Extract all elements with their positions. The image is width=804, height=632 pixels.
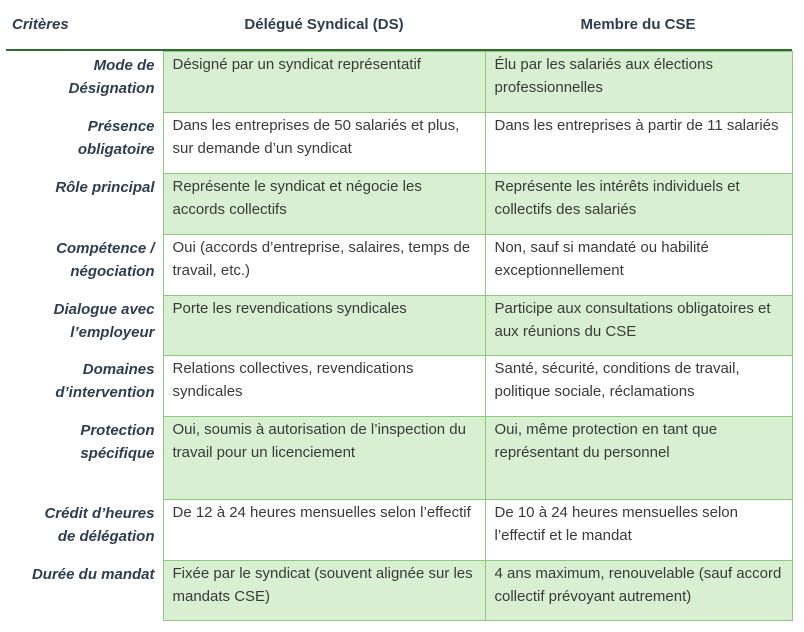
criterion-label: Mode de Désignation <box>68 56 155 97</box>
cse-cell: Représente les intérêts individuels et collectifs des salariés <box>485 174 792 235</box>
table-row <box>6 356 792 417</box>
criterion-label: Crédit d’heures de délégation <box>44 504 155 545</box>
cse-cell: Santé, sécurité, conditions de travail, politique sociale, réclamations <box>485 356 792 417</box>
table-row <box>6 235 792 296</box>
comparison-table <box>6 51 793 621</box>
table-row <box>6 52 792 113</box>
table-row <box>6 500 792 561</box>
table-row <box>6 561 792 621</box>
ds-cell: Représente le syndicat et négocie les accords collectifs <box>163 174 485 235</box>
header-delegue-syndical: Délégué Syndical (DS) <box>244 16 404 33</box>
cse-cell: Élu par les salariés aux élections professionnelles <box>485 52 792 113</box>
table-row <box>6 296 792 356</box>
criterion-label: Domaines d’intervention <box>55 360 155 401</box>
ds-cell: De 12 à 24 heures mensuelles selon l’effectif <box>163 500 485 561</box>
criterion-label: Compétence / négociation <box>56 239 155 280</box>
cse-cell: Participe aux consultations obligatoires et aux réunions du CSE <box>485 296 792 356</box>
criterion-label: Protection spécifique <box>80 421 155 462</box>
table-header-row <box>0 0 804 50</box>
table-row <box>6 417 792 500</box>
ds-cell: Porte les revendications syndicales <box>163 296 485 356</box>
ds-cell: Relations collectives, revendications syndicales <box>163 356 485 417</box>
ds-cell: Dans les entreprises de 50 salariés et plus, sur demande d’un syndicat <box>163 113 485 174</box>
table-row <box>6 113 792 174</box>
criterion-label: Présence obligatoire <box>77 117 155 158</box>
criterion-label: Rôle principal <box>55 178 155 196</box>
cse-cell: 4 ans maximum, renouvelable (sauf accord collectif prévoyant autrement) <box>485 561 792 621</box>
ds-cell: Oui (accords d’entreprise, salaires, temps de travail, etc.) <box>163 235 485 296</box>
cse-cell: Non, sauf si mandaté ou habilité exceptionnellement <box>485 235 792 296</box>
header-criteres: Critères <box>12 16 69 33</box>
criterion-label: Durée du mandat <box>31 565 155 583</box>
ds-cell: Oui, soumis à autorisation de l’inspection du travail pour un licenciement <box>163 417 485 500</box>
criterion-label: Dialogue avec l’employeur <box>53 300 155 341</box>
header-membre-cse: Membre du CSE <box>580 16 696 33</box>
cse-cell: Oui, même protection en tant que représentant du personnel <box>485 417 792 500</box>
table-row <box>6 174 792 235</box>
ds-cell: Fixée par le syndicat (souvent alignée sur les mandats CSE) <box>163 561 485 621</box>
cse-cell: De 10 à 24 heures mensuelles selon l’effectif et le mandat <box>485 500 792 561</box>
ds-cell: Désigné par un syndicat représentatif <box>163 52 485 113</box>
cse-cell: Dans les entreprises à partir de 11 salariés <box>485 113 792 174</box>
